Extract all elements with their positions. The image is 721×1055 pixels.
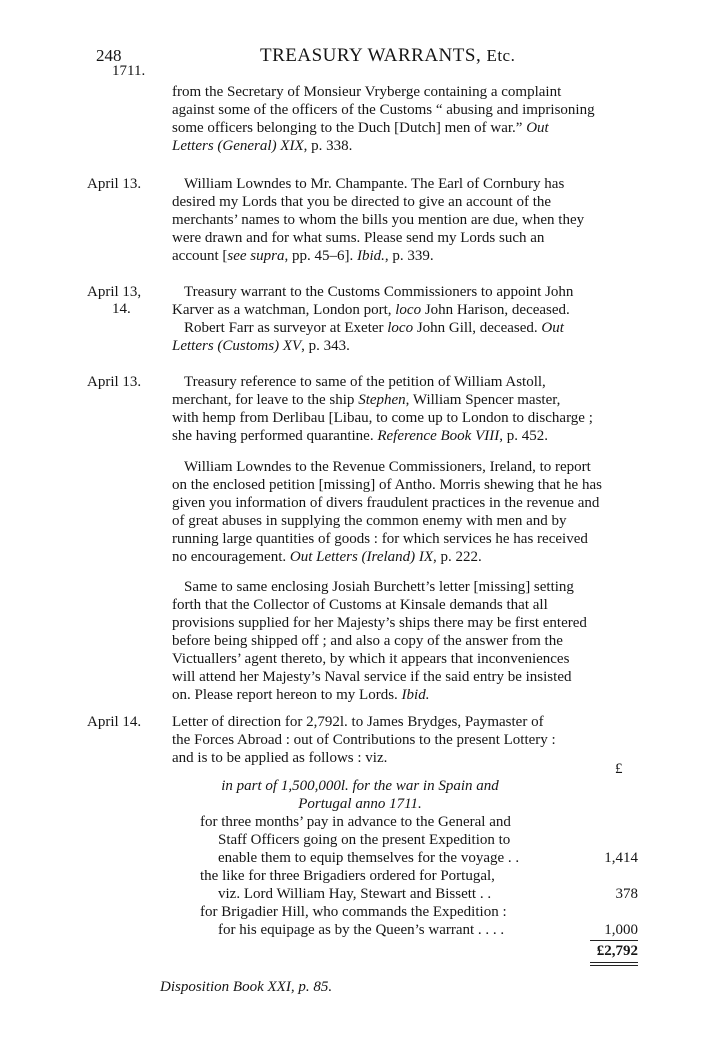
entry-line: on the enclosed petition [missing] of Antho. Morris shewing that he has (172, 477, 602, 493)
source-ref: Letters (General) XIX (172, 138, 304, 154)
running-title-main: TREASURY WARRANTS, (260, 45, 482, 66)
entry-text: no encouragement. (172, 549, 290, 565)
ledger-item-line: Staff Officers going on the present Expedition to (218, 832, 511, 848)
entry-line: will attend her Majesty’s Naval service if the said entry be insisted (172, 669, 572, 685)
entry-line: William Lowndes to the Revenue Commissioners, Ireland, to report (184, 459, 591, 475)
entry-line (172, 119, 642, 137)
entry-line (172, 337, 642, 355)
entry-text: Robert Farr as surveyor at Exeter (184, 320, 388, 336)
entry-line: with hemp from Derlibau [Libau, to come up to London to discharge ; (172, 410, 593, 426)
ledger-amount: 1,000 (604, 922, 638, 938)
entry-line: and is to be applied as follows : viz. (172, 750, 388, 766)
currency-symbol: £ (615, 761, 623, 777)
entry-line (172, 391, 642, 409)
entry-text: John Gill, deceased. (413, 320, 542, 336)
entry-date: April 14. (87, 714, 142, 730)
entry-text: account [ (172, 248, 228, 264)
entry-continuation (172, 83, 642, 155)
source-ref: Disposition Book XXI, p. 85. (160, 979, 333, 995)
entry-line: Letter of direction for 2,792l. to James Brydges, Paymaster of (172, 714, 544, 730)
entry-line: before being shipped off ; and also a copy of the answer from the (172, 633, 563, 649)
entry-text: , p. 339. (384, 248, 434, 264)
entry-body (172, 283, 642, 355)
entry-line: William Lowndes to Mr. Champante. The Earl of Cornbury has (184, 176, 565, 192)
entry-text: on. Please report hereon to my Lords. (172, 687, 402, 703)
entry-line: of great abuses in supplying the common enemy with men and by (172, 513, 567, 529)
margin-year: 1711. (112, 63, 146, 79)
running-title (260, 45, 515, 67)
entry-text: merchant, for leave to the ship (172, 392, 359, 408)
entry-body (172, 713, 642, 767)
ledger-item (200, 813, 580, 867)
entry-line: desired my Lords that you be directed to give an account of the (172, 194, 552, 210)
source-ref: Ibid. (356, 248, 385, 264)
entry-body (172, 578, 642, 704)
ledger-item-line: for Brigadier Hill, who commands the Expedition : (200, 904, 507, 920)
entry-line: provisions supplied for her Majesty’s ships there may be first entered (172, 615, 587, 631)
entry-line: given you information of divers fraudulent practices in the revenue and (172, 495, 600, 511)
subheading-line: Portugal anno 1711. (298, 796, 422, 812)
entry-text: , pp. 45–6]. (284, 248, 357, 264)
entry-line: against some of the officers of the Customs “ abusing and imprisoning (172, 102, 595, 118)
entry-text: , William Spencer master, (405, 392, 561, 408)
entry-text: she having performed quarantine. (172, 428, 378, 444)
entry-body (172, 373, 642, 445)
total-rule (590, 940, 638, 941)
entry-line (172, 247, 642, 265)
ledger-item-line: the like for three Brigadiers ordered for Portugal, (200, 868, 495, 884)
entry-text: , p. 452. (499, 428, 548, 444)
entry-line: the Forces Abroad : out of Contributions to the present Lottery : (172, 732, 556, 748)
subheading-line: in part of 1,500,000l. for the war in Spain and (221, 778, 499, 794)
entry-body (172, 458, 642, 566)
entry-line (172, 137, 642, 155)
source-ref: Out (541, 320, 564, 336)
ledger-amount: 1,414 (604, 850, 638, 866)
entry-date: April 13. (87, 374, 142, 390)
entry-text: , p. 338. (303, 138, 353, 154)
ledger-item (200, 903, 580, 939)
entry-line: forth that the Collector of Customs at Kinsale demands that all (172, 597, 548, 613)
entry-line: Victuallers’ agent thereto, by which it appears that inconveniences (172, 651, 570, 667)
subheading (200, 777, 520, 813)
running-title-suffix: Etc. (486, 46, 516, 65)
entry-text: John Harison, deceased. (421, 302, 570, 318)
source-ref: Ibid. (401, 687, 430, 703)
entry-line (172, 686, 642, 704)
entry-line (172, 548, 642, 566)
entry-text: some officers belonging to the Duch [Dutch] men of war.” (172, 120, 527, 136)
source-ref: Out Letters (Ireland) IX (289, 549, 434, 565)
entry-text: Karver as a watchman, London port, (172, 302, 396, 318)
source-ref: Out (526, 120, 549, 136)
entry-text: Stephen (358, 392, 406, 408)
entry-text: , p. 343. (301, 338, 350, 354)
ledger-item-line: enable them to equip themselves for the voyage . . (218, 850, 520, 866)
entry-date: April 13, (87, 284, 142, 300)
entry-date: 14. (112, 301, 131, 317)
ledger-total: £2,792 (596, 943, 638, 959)
ledger-item-line: for three months’ pay in advance to the General and (200, 814, 511, 830)
entry-line: were drawn and for what sums. Please send my Lords such an (172, 230, 545, 246)
ledger-item-line: for his equipage as by the Queen’s warrant . . . . (218, 922, 505, 938)
entry-line (172, 427, 642, 445)
source-ref: Reference Book VIII (377, 428, 500, 444)
entry-line: Treasury warrant to the Customs Commissioners to appoint John (184, 284, 574, 300)
total-double-rule (590, 965, 638, 966)
entry-line: Same to same enclosing Josiah Burchett’s letter [missing] setting (184, 579, 574, 595)
entry-line: from the Secretary of Monsieur Vryberge containing a complaint (172, 84, 562, 100)
total-double-rule (590, 962, 638, 963)
ledger-amount: 378 (615, 886, 638, 902)
entry-text: loco (387, 320, 414, 336)
entry-text: loco (395, 302, 422, 318)
entry-line: running large quantities of goods : for which services he has received (172, 531, 588, 547)
entry-line (172, 301, 642, 319)
entry-line: merchants’ names to whom the bills you mention are due, when they (172, 212, 585, 228)
ledger-item (200, 867, 580, 903)
entry-text: , p. 222. (433, 549, 482, 565)
entry-body (172, 175, 642, 265)
entry-text: see supra (227, 248, 285, 264)
source-ref: Letters (Customs) XV (172, 338, 302, 354)
page-number: 248 (96, 46, 122, 65)
ledger-item-line: viz. Lord William Hay, Stewart and Bissett . . (218, 886, 492, 902)
entry-date: April 13. (87, 176, 142, 192)
entry-line: Treasury reference to same of the petition of William Astoll, (184, 374, 546, 390)
entry-line (172, 319, 642, 337)
